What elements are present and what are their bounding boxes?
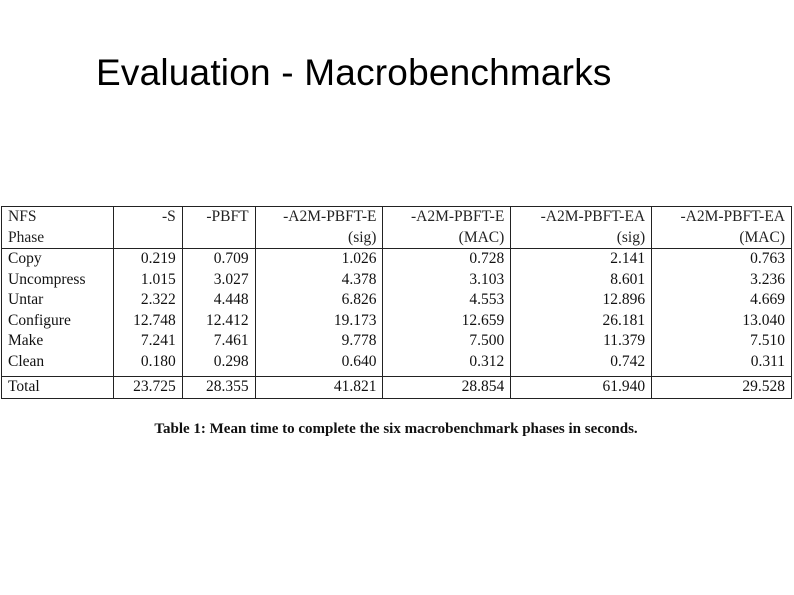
- slide-title: Evaluation - Macrobenchmarks: [96, 52, 612, 93]
- total-row: [2, 377, 792, 399]
- value-cell: 7.241: [113, 331, 182, 352]
- value-cell: 0.640: [255, 352, 383, 373]
- value-cell: 3.103: [383, 270, 511, 291]
- value-cell: -A2M-PBFT-EA: [652, 207, 792, 228]
- value-cell: (MAC): [383, 228, 511, 249]
- value-cell: 28.854: [383, 377, 511, 399]
- header-row: [2, 207, 792, 228]
- header-row: [2, 228, 792, 249]
- value-cell: -PBFT: [182, 207, 255, 228]
- value-cell: 4.448: [182, 290, 255, 311]
- value-cell: 7.510: [652, 331, 792, 352]
- value-cell: -A2M-PBFT-E: [255, 207, 383, 228]
- value-cell: 0.728: [383, 249, 511, 270]
- value-cell: [113, 228, 182, 249]
- value-cell: 6.826: [255, 290, 383, 311]
- value-cell: 4.553: [383, 290, 511, 311]
- value-cell: [182, 228, 255, 249]
- value-cell: 8.601: [511, 270, 652, 291]
- row-label-cell: Phase: [8, 228, 45, 246]
- value-cell: 0.742: [511, 352, 652, 373]
- value-cell: 1.015: [113, 270, 182, 291]
- value-cell: 0.709: [182, 249, 255, 270]
- value-cell: 11.379: [511, 331, 652, 352]
- value-cell: 9.778: [255, 331, 383, 352]
- row-label-cell: Clean: [8, 352, 45, 370]
- value-cell: 12.412: [182, 311, 255, 332]
- value-cell: 0.219: [113, 249, 182, 270]
- value-cell: 0.311: [652, 352, 792, 373]
- value-cell: 3.236: [652, 270, 792, 291]
- value-cell: 12.659: [383, 311, 511, 332]
- table-caption: [0, 421, 794, 438]
- row-label-cell: Make: [8, 332, 44, 349]
- value-cell: 12.896: [511, 290, 652, 311]
- value-cell: 19.173: [255, 311, 383, 332]
- table-row: [2, 331, 792, 352]
- value-cell: 12.748: [113, 311, 182, 332]
- table-row: [2, 311, 792, 332]
- value-cell: 7.500: [383, 331, 511, 352]
- value-cell: 2.141: [511, 249, 652, 270]
- table-row: [2, 249, 792, 270]
- table-row: [2, 352, 792, 373]
- value-cell: (sig): [255, 228, 383, 249]
- value-cell: 4.378: [255, 270, 383, 291]
- row-label-cell: Copy: [2, 249, 114, 270]
- value-cell: 29.528: [652, 377, 792, 399]
- value-cell: 23.725: [113, 377, 182, 399]
- value-cell: -A2M-PBFT-EA: [511, 207, 652, 228]
- table-caption-text: Table 1: Mean time to complete the six macrobenchmark phases in seconds.: [154, 421, 638, 437]
- value-cell: (sig): [511, 228, 652, 249]
- value-cell: -S: [113, 207, 182, 228]
- row-label-cell: NFS: [8, 208, 37, 225]
- row-label-cell: Configure: [8, 311, 71, 329]
- value-cell: 41.821: [255, 377, 383, 399]
- table-row: [2, 290, 792, 311]
- value-cell: 0.312: [383, 352, 511, 373]
- macrobenchmark-table: [1, 206, 792, 399]
- value-cell: 0.180: [113, 352, 182, 373]
- value-cell: (MAC): [652, 228, 792, 249]
- value-cell: 7.461: [182, 331, 255, 352]
- value-cell: 0.298: [182, 352, 255, 373]
- value-cell: 0.763: [652, 249, 792, 270]
- value-cell: 28.355: [182, 377, 255, 399]
- benchmark-table-container: [1, 206, 792, 399]
- value-cell: 13.040: [652, 311, 792, 332]
- value-cell: 4.669: [652, 290, 792, 311]
- value-cell: -A2M-PBFT-E: [383, 207, 511, 228]
- value-cell: 3.027: [182, 270, 255, 291]
- value-cell: 26.181: [511, 311, 652, 332]
- row-label-cell: Untar: [8, 291, 44, 308]
- value-cell: 61.940: [511, 377, 652, 399]
- row-label-cell: Total: [2, 377, 114, 399]
- value-cell: 2.322: [113, 290, 182, 311]
- row-label-cell: Uncompress: [8, 270, 86, 288]
- table-row: [2, 270, 792, 291]
- value-cell: 1.026: [255, 249, 383, 270]
